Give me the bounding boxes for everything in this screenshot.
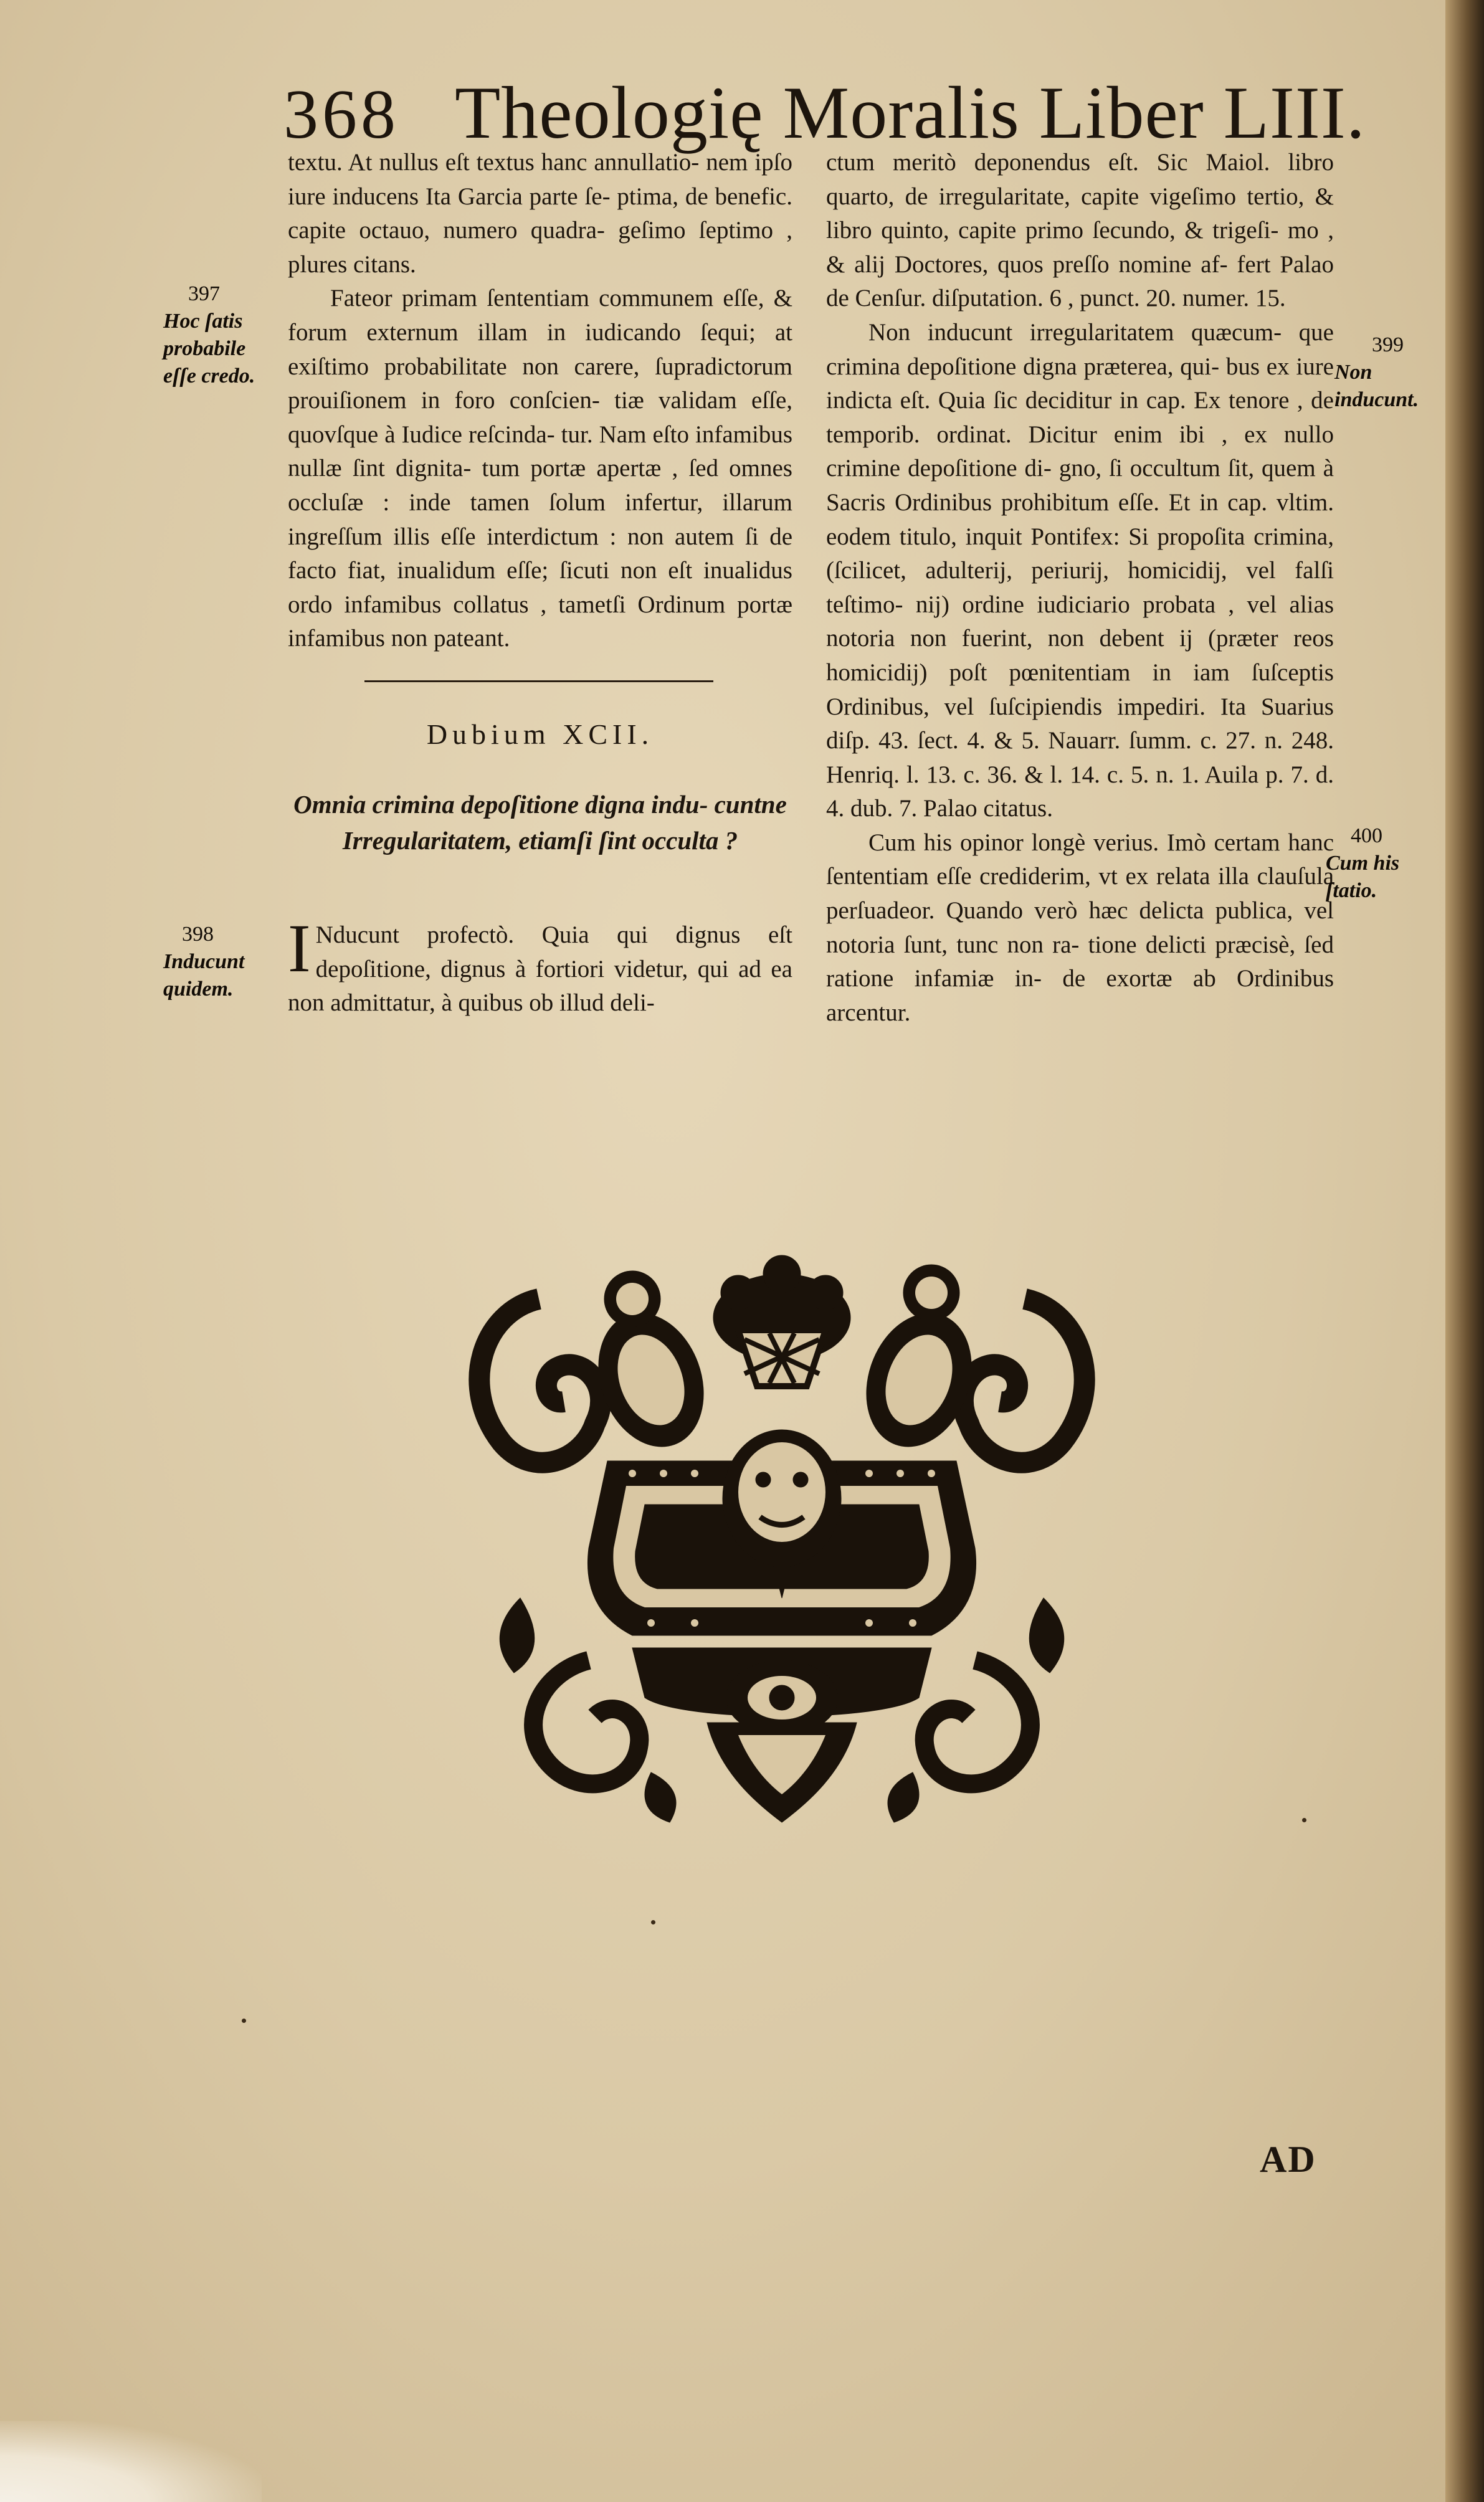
dubium-title: Dubium XCII. (426, 718, 654, 750)
woodcut-ornament (445, 1224, 1118, 1835)
drop-cap: I (288, 910, 311, 986)
dubium-question: Omnia crimina depoſitione digna indu- cuntne Irregularitatem, etiamſi ſint occulta ? (293, 790, 787, 855)
marginal-note-398 (163, 921, 285, 1003)
marginal-note-number: 399 (1372, 333, 1404, 356)
left-column (288, 146, 792, 656)
marginal-note-text: Non inducunt. (1334, 361, 1419, 411)
paragraph: Cum his opinor longè verius. Imò certam hanc ſententiam eſſe crediderim, vt ex relata illa clauſula perſuadeor. Quando verò hæc delicta publica, vel notoria ſunt, tunc non ra- tione delicti præcisè, ſed ratione infamiæ in- de exortæ ab Ordinibus arcentur. (826, 829, 1334, 1026)
marginal-note-399 (1334, 331, 1444, 414)
running-header (283, 70, 1366, 154)
paragraph: textu. At nullus eſt textus hanc annullatio- nem ipſo iure inducens Ita Garcia parte ſe- ptima, de benefic. capite octauo, numero quadra- geſimo ſeptimo , plures citans. (288, 149, 792, 278)
paper-speck (651, 1920, 655, 1924)
answer-text: Nducunt profectò. Quia qui dignus eſt depoſitione, dignus à fortiori videtur, qui ad ea non admittatur, à quibus ob illud deli- (288, 921, 792, 1017)
marginal-note-number: 398 (182, 923, 214, 946)
paragraph: ctum meritò deponendus eſt. Sic Maiol. libro quarto, de irregularitate, capite vigeſimo tertio, & libro quinto, capite primo ſecundo, & trigeſi- mo , & alij Doctores, quos preſſo nomine af- fert Palao de Cenſur. diſputation. 6 , punct. 20. numer. 15. (826, 149, 1334, 312)
marginal-note-397 (163, 280, 278, 390)
dubium-answer (288, 910, 792, 1020)
marginal-note-text: Hoc ſatis probabile eſſe credo. (163, 310, 255, 388)
catchword: AD (1260, 2139, 1316, 2180)
page-number: 368 (283, 76, 399, 153)
paragraph: Fateor primam ſententiam communem eſſe, & forum externum illam in iudicando ſequi; at exiſtimo probabilitate non carere, ſupradictorum prouiſionem in foro conſcien- tiæ validam eſſe, quovſque à Iudice reſcinda- tur. Nam eſto infamibus nullæ ſint dignita- tum portæ apertæ , ſed omnes occluſæ : inde tamen ſolum infertur, illarum ingreſſum illis eſſe interdictum : non autem ſi de facto fiat, inualidum eſſe; ſicuti non eſt inualidus ordo infamibus collatus , tametſi Ordinum portæ infamibus non pateant. (288, 285, 792, 652)
paper-speck (242, 2019, 246, 2023)
marginal-note-number: 400 (1351, 824, 1382, 847)
marginal-note-400 (1326, 822, 1438, 905)
marginal-note-text: Inducunt quidem. (163, 950, 245, 1001)
marginal-note-number: 397 (188, 282, 220, 305)
marginal-note-text: Cum his ſtatio. (1326, 852, 1400, 902)
torn-corner (0, 2421, 262, 2502)
paper-speck (1302, 1818, 1306, 1822)
running-title: Theologię Moralis Liber LIII. (455, 71, 1366, 154)
section-rule (364, 680, 713, 682)
paragraph: Non inducunt irregularitatem quæcum- que crimina depoſitione digna præterea, qui- bus ex iure indicta eſt. Quia ſic deciditur in cap. Ex tenore , de temporib. ordinat. Dicitur enim ibi , ex nullo crimine depoſitione di- gno, ſi occultum ſit, quem à Sacris Ordinibus prohibitum eſſe. Et in cap. vltim. eodem titulo, inquit Pontifex: Si propoſita crimina, (ſcilicet, adulterij, periurij, homicidij, vel falſi teſtimo- nij) ordine iudiciario probata , vel alias notoria non fuerint, non debent ij (præter reos homicidij) poſt pœnitentiam in iam ſuſceptis Ordinibus, vel ſuſcipiendis impediri. Ita Suarius diſp. 43. ſect. 4. & 5. Nauarr. ſumm. c. 27. n. 248. Henriq. l. 13. c. 36. & l. 14. c. 5. n. 1. Auila p. 7. d. 4. dub. 7. Palao citatus. (826, 318, 1334, 822)
right-column (826, 146, 1334, 1030)
page-edge-shadow (1445, 0, 1484, 2502)
